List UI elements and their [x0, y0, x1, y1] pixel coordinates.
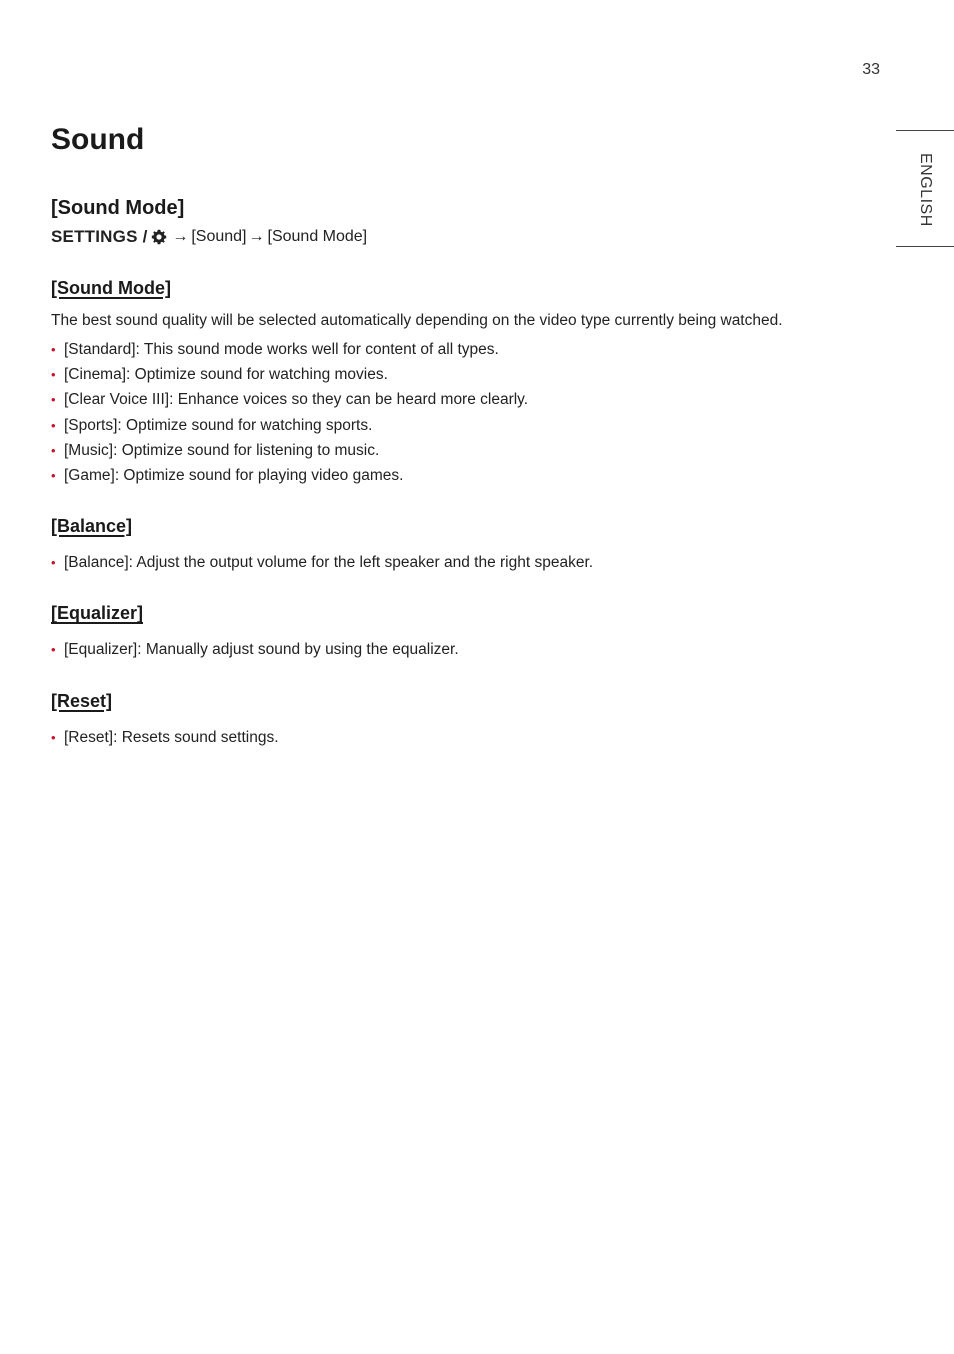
- subsection-reset: [51, 689, 851, 750]
- list-item-text: [Equalizer]: Manually adjust sound by using the equalizer.: [64, 641, 459, 659]
- bullet-icon: •: [51, 392, 56, 408]
- list-item: [51, 637, 851, 662]
- menu-path: [51, 225, 851, 249]
- page-number: 33: [862, 61, 880, 78]
- list-item-text: [Standard]: This sound mode works well for content of all types.: [64, 341, 499, 358]
- list-item: [51, 387, 851, 412]
- list-item: [51, 337, 851, 362]
- bullet-icon: •: [51, 367, 56, 383]
- menu-path-slash: /: [142, 227, 148, 246]
- menu-path-step-sound: [Sound]: [191, 228, 247, 245]
- list-item-text: [Game]: Optimize sound for playing video games.: [64, 467, 404, 485]
- subsection-sound-mode: [51, 276, 851, 488]
- list-item-text: [Reset]: Resets sound settings.: [64, 728, 279, 746]
- menu-path-arrow: →: [248, 228, 265, 245]
- list-item: [51, 362, 851, 387]
- subsection-balance: [51, 514, 851, 575]
- subsection-equalizer: [51, 601, 851, 662]
- bullet-list: [51, 337, 851, 488]
- subsection-heading: [Sound Mode]: [51, 278, 171, 298]
- list-item-text: [Clear Voice III]: Enhance voices so they can be heard more clearly.: [64, 391, 529, 409]
- list-item-text: [Sports]: Optimize sound for watching sports.: [64, 416, 373, 434]
- gear-icon: [151, 229, 167, 245]
- page-title: Sound: [51, 123, 145, 156]
- bullet-icon: •: [51, 729, 56, 745]
- list-item: [51, 463, 851, 488]
- menu-path-step-sound-mode: [Sound Mode]: [267, 228, 368, 245]
- subsection-intro: The best sound quality will be selected automatically depending on the video type currently being watched.: [51, 312, 783, 329]
- bullet-icon: •: [51, 642, 56, 658]
- menu-path-arrow: →: [172, 228, 189, 245]
- bullet-icon: •: [51, 417, 56, 433]
- list-item: [51, 413, 851, 438]
- bullet-icon: •: [51, 555, 56, 571]
- bullet-list: [51, 725, 851, 750]
- list-item-text: [Balance]: Adjust the output volume for the left speaker and the right speaker.: [64, 554, 594, 572]
- language-tab: [896, 130, 954, 247]
- bullet-list: [51, 637, 851, 662]
- list-item-text: [Music]: Optimize sound for listening to music.: [64, 441, 380, 459]
- subsection-heading: [Equalizer]: [51, 603, 144, 624]
- list-item: [51, 725, 851, 750]
- bullet-icon: •: [51, 342, 56, 357]
- list-item-text: [Cinema]: Optimize sound for watching movies.: [64, 366, 388, 384]
- page-content: [51, 118, 851, 750]
- list-item: [51, 550, 851, 575]
- language-tab-label: ENGLISH: [917, 152, 934, 227]
- bullet-icon: •: [51, 468, 56, 484]
- bullet-list: [51, 550, 851, 575]
- bullet-icon: •: [51, 442, 56, 458]
- list-item: [51, 438, 851, 463]
- section-heading: [Sound Mode]: [51, 197, 185, 219]
- subsection-heading: [Reset]: [51, 690, 113, 711]
- menu-path-settings: SETTINGS: [51, 227, 138, 246]
- subsection-heading: [Balance]: [51, 516, 133, 537]
